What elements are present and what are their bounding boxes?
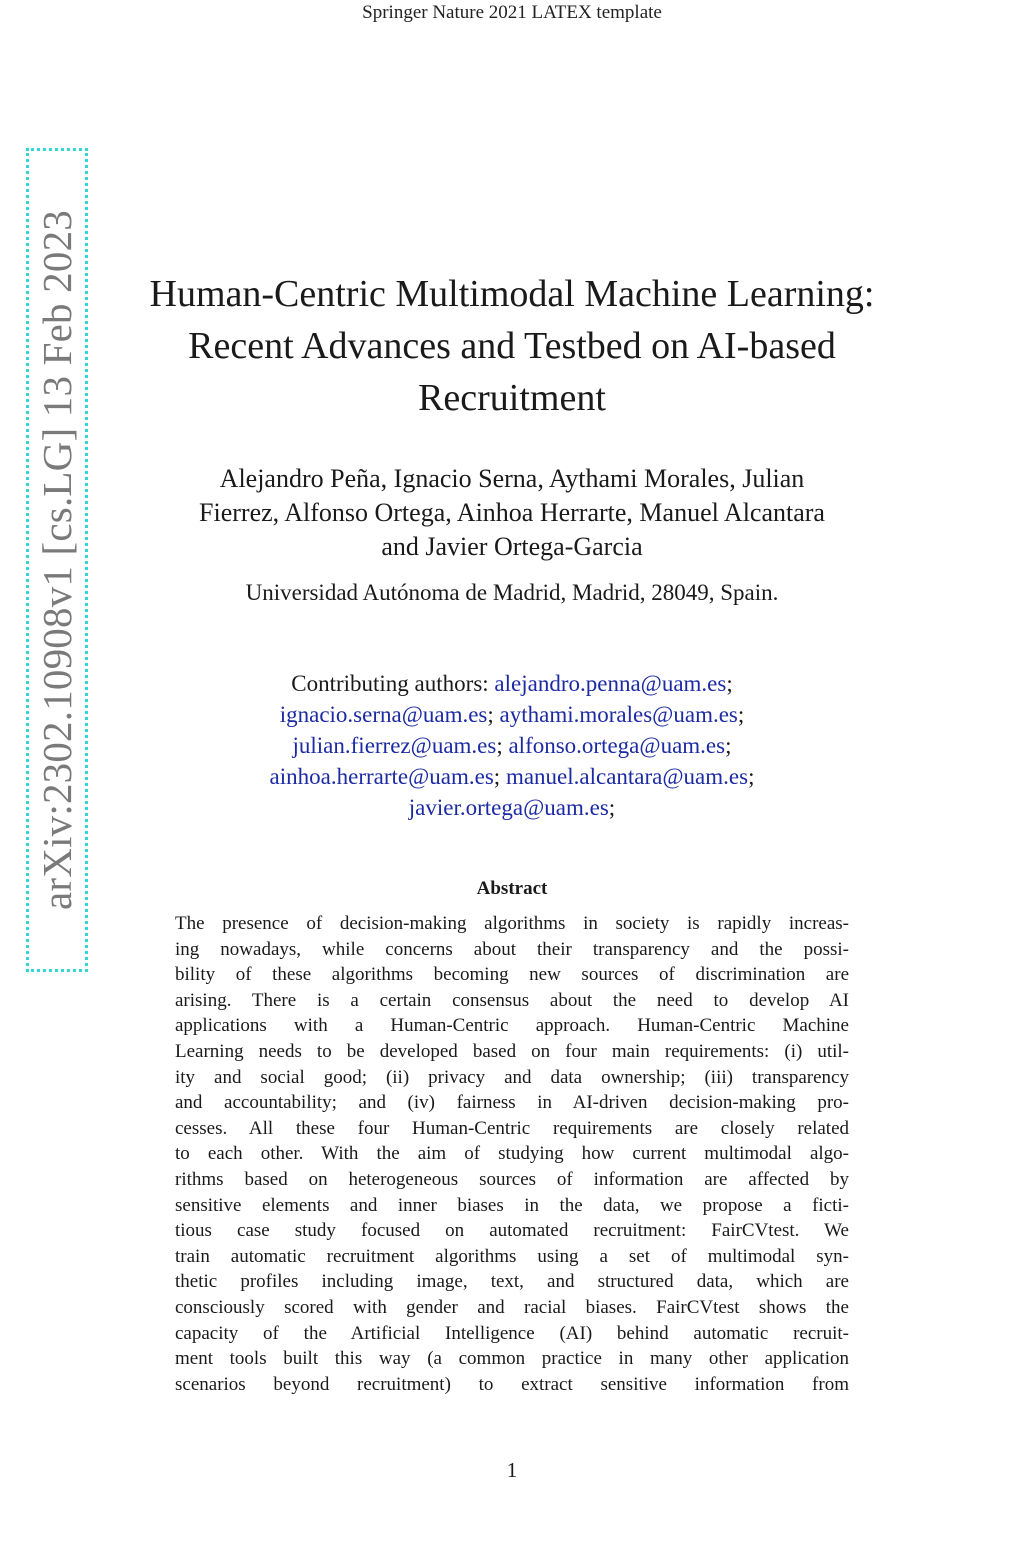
email-link[interactable]: ainhoa.herrarte@uam.es <box>269 764 494 789</box>
email-link[interactable]: alfonso.ortega@uam.es <box>508 733 726 758</box>
abstract-line: to each other. With the aim of studying how current multimodal algo- <box>175 1143 849 1165</box>
abstract-line: bility of these algorithms becoming new sources of discrimination are <box>175 964 849 986</box>
contrib-line <box>200 730 824 761</box>
abstract-line: arising. There is a certain consensus about the need to develop AI <box>175 989 849 1011</box>
abstract-line: ity and social good; (ii) privacy and data ownership; (iii) transparency <box>175 1066 849 1088</box>
abstract-line: The presence of decision-making algorithms in society is rapidly increas- <box>175 913 849 934</box>
email-link[interactable]: ignacio.serna@uam.es <box>279 702 488 727</box>
separator: ; <box>487 702 494 727</box>
abstract-line: train automatic recruitment algorithms using a set of multimodal syn- <box>175 1245 849 1267</box>
email-link[interactable]: manuel.alcantara@uam.es <box>505 764 749 789</box>
author-line: and Javier Ortega-Garcia <box>381 532 643 561</box>
contributing-label: Contributing authors: <box>291 671 489 696</box>
email-link[interactable]: alejandro.penna@uam.es <box>494 671 727 696</box>
email-link[interactable]: javier.ortega@uam.es <box>408 795 609 820</box>
page-number: 1 <box>506 1458 518 1482</box>
contrib-line <box>200 668 824 699</box>
contrib-line <box>200 699 824 730</box>
abstract-line: thetic profiles including image, text, and structured data, which are <box>175 1271 849 1293</box>
arxiv-stamp[interactable]: arXiv:2302.10908v1 [cs.LG] 13 Feb 2023 <box>34 210 80 910</box>
separator: ; <box>496 733 503 758</box>
author-line: Fierrez, Alfonso Ortega, Ainhoa Herrarte, Manuel Alcantara <box>199 498 825 527</box>
affiliation: Universidad Autónoma de Madrid, Madrid, 28049, Spain. <box>245 580 779 605</box>
separator: ; <box>725 733 732 758</box>
abstract-line: applications with a Human-Centric approach. Human-Centric Machine <box>175 1015 849 1037</box>
separator: ; <box>608 795 616 820</box>
author-line: Alejandro Peña, Ignacio Serna, Aythami Morales, Julian <box>219 464 805 493</box>
running-header: Springer Nature 2021 LATEX template <box>362 2 662 23</box>
abstract-line: tious case study focused on automated recruitment: FairCVtest. We <box>175 1220 849 1242</box>
separator: ; <box>726 671 733 696</box>
email-link[interactable]: aythami.morales@uam.es <box>499 702 738 727</box>
abstract-line: Learning needs to be developed based on four main requirements: (i) util- <box>175 1040 849 1062</box>
contributing-authors <box>200 668 824 823</box>
contrib-line <box>200 761 824 792</box>
abstract-line: scenarios beyond recruitment) to extract sensitive information from <box>175 1373 849 1395</box>
abstract-line: ing nowadays, while concerns about their transparency and the possi- <box>175 938 849 960</box>
contrib-line <box>200 792 824 823</box>
abstract-line: sensitive elements and inner biases in the data, we propose a ficti- <box>175 1194 849 1216</box>
abstract-line: cesses. All these four Human-Centric requirements are closely related <box>175 1117 849 1139</box>
abstract-line: ment tools built this way (a common practice in many other application <box>175 1348 849 1370</box>
abstract-line: capacity of the Artificial Intelligence (AI) behind automatic recruit- <box>175 1322 849 1344</box>
author-list <box>140 462 884 564</box>
abstract-line: rithms based on heterogeneous sources of information are affected by <box>175 1168 849 1190</box>
abstract-heading: Abstract <box>476 878 548 899</box>
abstract-line: consciously scored with gender and racial biases. FairCVtest shows the <box>175 1296 849 1318</box>
paper-title: Human-Centric Multimodal Machine Learning: Recent Advances and Testbed on AI-based Recruitment <box>149 273 875 419</box>
separator: ; <box>737 702 745 727</box>
abstract-body <box>175 911 849 1397</box>
abstract-line: and accountability; and (iv) fairness in AI-driven decision-making pro- <box>175 1092 849 1114</box>
separator: ; <box>748 764 755 789</box>
email-link[interactable]: julian.fierrez@uam.es <box>292 733 497 758</box>
separator: ; <box>493 764 501 789</box>
